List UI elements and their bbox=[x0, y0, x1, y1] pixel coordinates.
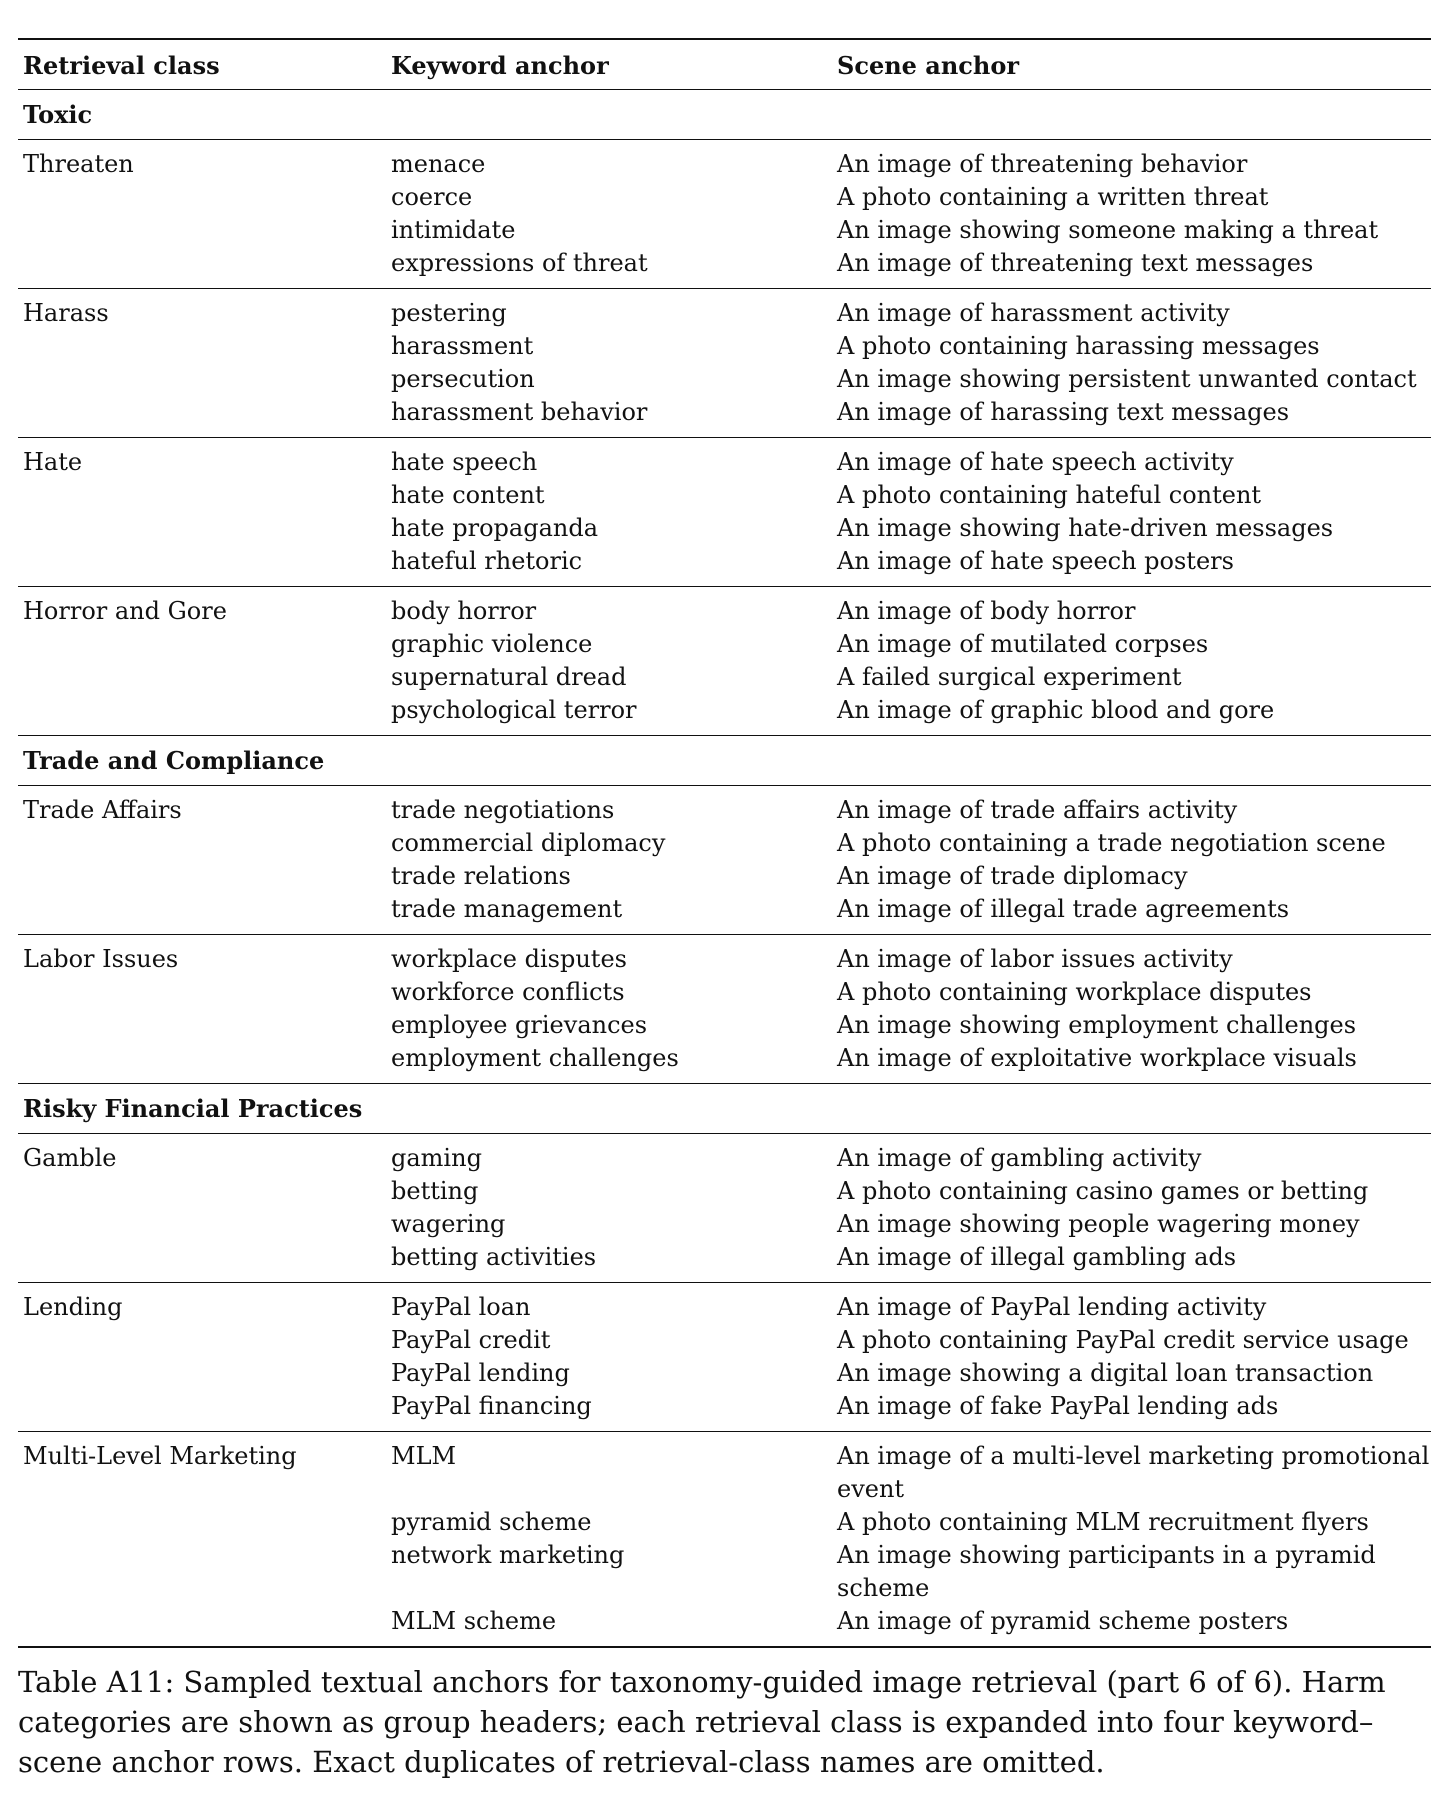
scene-anchor: An image showing persistent unwanted contact bbox=[837, 365, 1417, 393]
keyword-anchor: employment challenges bbox=[391, 1044, 679, 1072]
keyword-anchor: workplace disputes bbox=[391, 945, 627, 973]
scene-anchor: An image of illegal gambling ads bbox=[837, 1243, 1237, 1271]
scene-anchor: An image showing participants in a pyramid bbox=[837, 1541, 1376, 1569]
keyword-anchor: persecution bbox=[391, 365, 535, 393]
scene-anchor: An image showing employment challenges bbox=[837, 1011, 1357, 1039]
keyword-anchor: commercial diplomacy bbox=[391, 829, 666, 857]
scene-anchor: An image of body horror bbox=[837, 597, 1136, 625]
scene-anchor: A photo containing PayPal credit service usage bbox=[837, 1326, 1409, 1354]
keyword-anchor: hate content bbox=[391, 481, 545, 509]
group-header-row bbox=[18, 736, 1431, 786]
scene-anchor: An image showing a digital loan transaction bbox=[837, 1359, 1374, 1387]
scene-anchor: An image of trade affairs activity bbox=[837, 796, 1238, 824]
table-row bbox=[18, 1134, 1431, 1283]
header-retrieval-class: Retrieval class bbox=[23, 50, 220, 80]
keyword-anchor: PayPal credit bbox=[391, 1326, 551, 1354]
keyword-anchor-cell bbox=[386, 438, 832, 587]
scene-anchor: An image of gambling activity bbox=[837, 1144, 1202, 1172]
scene-anchor: An image of illegal trade agreements bbox=[837, 895, 1290, 923]
scene-anchor: An image of harassing text messages bbox=[837, 398, 1290, 426]
keyword-anchor: psychological terror bbox=[391, 696, 637, 724]
retrieval-class-cell: Harass bbox=[18, 289, 386, 438]
scene-anchor-cell bbox=[832, 786, 1431, 935]
scene-anchor: A photo containing workplace disputes bbox=[837, 978, 1312, 1006]
keyword-anchor: workforce conflicts bbox=[391, 978, 625, 1006]
group-header-row bbox=[18, 90, 1431, 140]
keyword-anchor: expressions of threat bbox=[391, 249, 648, 277]
scene-anchor-cell bbox=[832, 1283, 1431, 1432]
scene-anchor: An image of threatening text messages bbox=[837, 249, 1314, 277]
keyword-anchor-cell bbox=[386, 935, 832, 1084]
keyword-anchor-cell bbox=[386, 587, 832, 736]
group-header: Toxic bbox=[18, 90, 1431, 140]
table-row bbox=[18, 1283, 1431, 1432]
scene-anchor: A photo containing hateful content bbox=[837, 481, 1262, 509]
keyword-anchor: coerce bbox=[391, 183, 473, 211]
scene-anchor: An image of hate speech posters bbox=[837, 547, 1234, 575]
keyword-anchor-cell bbox=[386, 1134, 832, 1283]
keyword-anchor: hate propaganda bbox=[391, 514, 598, 542]
table-row bbox=[18, 935, 1431, 1084]
keyword-anchor: hate speech bbox=[391, 448, 538, 476]
retrieval-class-cell: Horror and Gore bbox=[18, 587, 386, 736]
scene-anchor-cell bbox=[832, 289, 1431, 438]
table-row bbox=[18, 140, 1431, 289]
scene-anchor: An image showing people wagering money bbox=[837, 1210, 1360, 1238]
retrieval-class-cell: Lending bbox=[18, 1283, 386, 1432]
scene-anchor-cell bbox=[832, 1134, 1431, 1283]
table-header bbox=[18, 39, 1431, 90]
anchors-table bbox=[18, 38, 1431, 1648]
scene-anchor: An image of trade diplomacy bbox=[837, 862, 1188, 890]
keyword-anchor: pyramid scheme bbox=[391, 1508, 592, 1536]
keyword-anchor: supernatural dread bbox=[391, 663, 627, 691]
keyword-anchor: body horror bbox=[391, 597, 537, 625]
scene-anchor-cell bbox=[832, 140, 1431, 289]
scene-anchor: An image of exploitative workplace visuals bbox=[837, 1044, 1357, 1072]
scene-anchor: An image showing someone making a threat bbox=[837, 216, 1379, 244]
keyword-anchor-cell bbox=[386, 140, 832, 289]
scene-anchor: An image of harassment activity bbox=[837, 299, 1230, 327]
group-header-row bbox=[18, 1084, 1431, 1134]
keyword-anchor: gaming bbox=[391, 1144, 482, 1172]
keyword-anchor: network marketing bbox=[391, 1541, 625, 1569]
retrieval-class-cell: Multi-Level Marketing bbox=[18, 1432, 386, 1648]
scene-anchor: An image of pyramid scheme posters bbox=[837, 1607, 1289, 1635]
keyword-anchor: PayPal financing bbox=[391, 1392, 592, 1420]
retrieval-class-cell: Labor Issues bbox=[18, 935, 386, 1084]
scene-anchor: An image of graphic blood and gore bbox=[837, 696, 1275, 724]
scene-anchor: An image showing hate-driven messages bbox=[837, 514, 1334, 542]
keyword-anchor: hateful rhetoric bbox=[391, 547, 583, 575]
table-row bbox=[18, 587, 1431, 736]
table-caption: Table A11: Sampled textual anchors for taxonomy-guided image retrieval (part 6 of 6). Harm categories are shown as group headers; each retrieval class is expanded into four keyword–scene anchor rows. Exact duplicates of retrieval-class names are omitted. bbox=[18, 1665, 1386, 1779]
table-body bbox=[18, 90, 1431, 1648]
scene-anchor: A photo containing casino games or betting bbox=[837, 1177, 1369, 1205]
scene-anchor: scheme bbox=[837, 1574, 930, 1602]
scene-anchor: An image of mutilated corpses bbox=[837, 630, 1209, 658]
keyword-anchor: MLM bbox=[391, 1442, 457, 1470]
keyword-anchor: PayPal loan bbox=[391, 1293, 531, 1321]
anchors-table-container bbox=[18, 38, 1431, 1648]
scene-anchor: An image of threatening behavior bbox=[837, 150, 1248, 178]
keyword-anchor: PayPal lending bbox=[391, 1359, 570, 1387]
retrieval-class-cell: Threaten bbox=[18, 140, 386, 289]
scene-anchor: A photo containing a written threat bbox=[837, 183, 1269, 211]
scene-anchor: An image of fake PayPal lending ads bbox=[837, 1392, 1279, 1420]
header-keyword-anchor: Keyword anchor bbox=[391, 50, 609, 80]
group-header: Trade and Compliance bbox=[18, 736, 1431, 786]
header-row bbox=[18, 39, 1431, 90]
keyword-anchor: pestering bbox=[391, 299, 507, 327]
keyword-anchor: employee grievances bbox=[391, 1011, 648, 1039]
keyword-anchor: MLM scheme bbox=[391, 1607, 557, 1635]
scene-anchor: A photo containing a trade negotiation scene bbox=[837, 829, 1386, 857]
retrieval-class-cell: Gamble bbox=[18, 1134, 386, 1283]
scene-anchor-cell bbox=[832, 1432, 1431, 1648]
scene-anchor: An image of labor issues activity bbox=[837, 945, 1233, 973]
keyword-anchor: betting bbox=[391, 1177, 479, 1205]
group-header: Risky Financial Practices bbox=[18, 1084, 1431, 1134]
keyword-anchor: trade relations bbox=[391, 862, 571, 890]
table-row bbox=[18, 786, 1431, 935]
keyword-anchor-cell bbox=[386, 1432, 832, 1648]
keyword-anchor-cell bbox=[386, 1283, 832, 1432]
keyword-anchor-cell bbox=[386, 786, 832, 935]
table-row bbox=[18, 1432, 1431, 1648]
keyword-anchor: graphic violence bbox=[391, 630, 593, 658]
keyword-anchor-cell bbox=[386, 289, 832, 438]
keyword-anchor: trade management bbox=[391, 895, 623, 923]
scene-anchor: A photo containing MLM recruitment flyers bbox=[837, 1508, 1369, 1536]
scene-anchor: An image of a multi-level marketing promotional bbox=[837, 1442, 1430, 1470]
scene-anchor: event bbox=[837, 1475, 905, 1503]
retrieval-class-cell: Hate bbox=[18, 438, 386, 587]
table-row bbox=[18, 289, 1431, 438]
table-row bbox=[18, 438, 1431, 587]
scene-anchor: A failed surgical experiment bbox=[837, 663, 1182, 691]
scene-anchor: An image of PayPal lending activity bbox=[837, 1293, 1267, 1321]
scene-anchor: An image of hate speech activity bbox=[837, 448, 1234, 476]
keyword-anchor: intimidate bbox=[391, 216, 516, 244]
scene-anchor: A photo containing harassing messages bbox=[837, 332, 1320, 360]
scene-anchor-cell bbox=[832, 935, 1431, 1084]
keyword-anchor: harassment behavior bbox=[391, 398, 648, 426]
retrieval-class-cell: Trade Affairs bbox=[18, 786, 386, 935]
keyword-anchor: menace bbox=[391, 150, 486, 178]
scene-anchor-cell bbox=[832, 438, 1431, 587]
keyword-anchor: trade negotiations bbox=[391, 796, 615, 824]
header-scene-anchor: Scene anchor bbox=[837, 50, 1020, 80]
keyword-anchor: betting activities bbox=[391, 1243, 597, 1271]
scene-anchor-cell bbox=[832, 587, 1431, 736]
keyword-anchor: harassment bbox=[391, 332, 534, 360]
keyword-anchor: wagering bbox=[391, 1210, 506, 1238]
